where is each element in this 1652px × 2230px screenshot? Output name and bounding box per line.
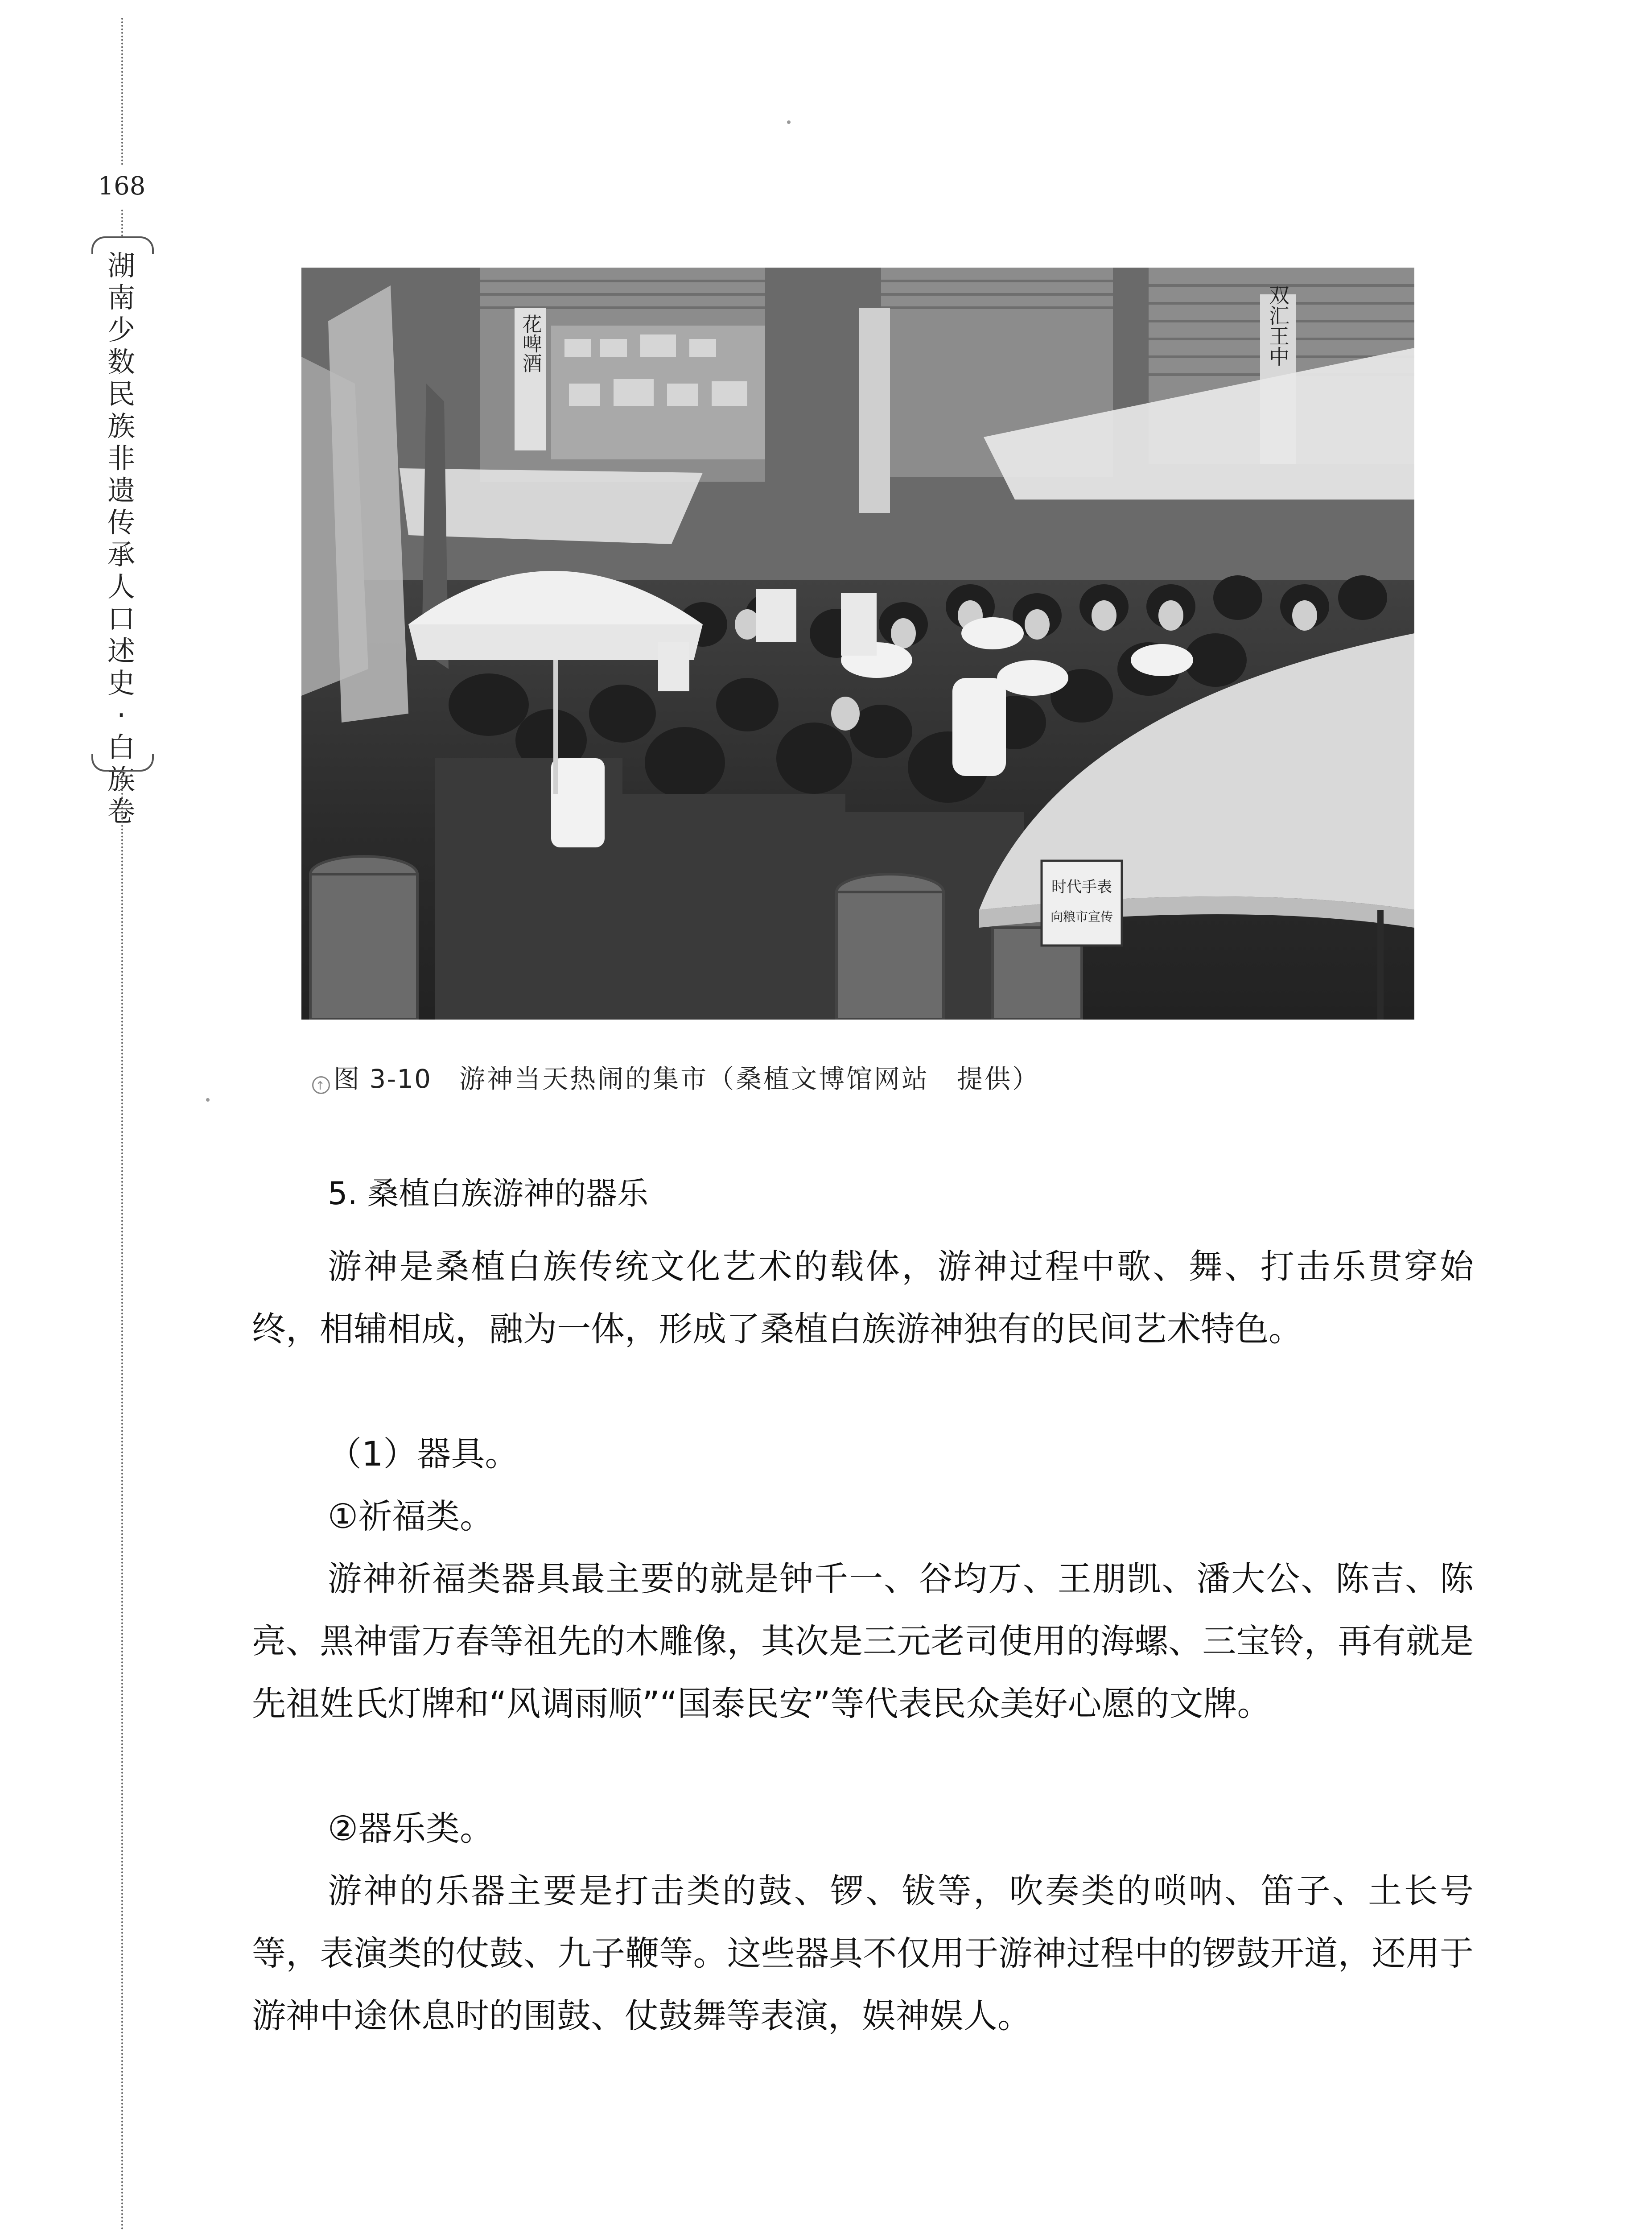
running-title-bracket-bottom: [91, 754, 154, 772]
figure-caption: [312, 1058, 1471, 1095]
figure-label: 图 3-10: [334, 1064, 432, 1094]
section-heading: 5. 桑植白族游神的器乐: [328, 1175, 649, 1212]
scan-speck: [787, 120, 791, 124]
paragraph-1: 游神是桑植白族传统文化艺术的载体，游神过程中歌、舞、打击乐贯穿始终，相辅相成，融为一体，形成了桑植白族游神独有的民间艺术特色。: [252, 1247, 1474, 1349]
paragraph-6: 游神的乐器主要是打击类的鼓、锣、钹等，吹奏类的唢呐、笛子、土长号等，表演类的仗鼓、九子鞭等。这些器具不仅用于游神过程中的锣鼓开道，还用于游神中途休息时的围鼓、仗鼓舞等表演，娱神娱人。: [252, 1871, 1474, 2036]
margin-dotted-rule-mid: [121, 210, 123, 236]
festival-market-photo: [301, 268, 1414, 1020]
scan-speck: [206, 1098, 210, 1102]
running-title: 湖南少数民族非遗传承人口述史·白族卷: [107, 249, 135, 828]
paragraph-5: ②器乐类。: [328, 1809, 494, 1848]
shop-sign-left: 花啤酒: [519, 314, 542, 373]
paragraph-4: 游神祈福类器具最主要的就是钟千一、谷均万、王朋凯、潘大公、陈吉、陈亮、黑神雷万春等祖先的木雕像，其次是三元老司使用的海螺、三宝铃，再有就是先祖姓氏灯牌和“风调雨顺”“国泰民安”等代表民众美好心愿的文牌。: [252, 1559, 1474, 1723]
shop-sign-right: 双汇王中: [1266, 285, 1290, 367]
margin-dotted-rule-bottom: [121, 772, 123, 2230]
paragraph-2: （1）器具。: [328, 1434, 519, 1474]
margin-dotted-rule-top: [121, 18, 123, 165]
page-number: 168: [98, 172, 146, 201]
umbrella-sign-line2: 向粮市宣传: [1050, 909, 1113, 924]
umbrella-sign-line1: 时代手表: [1051, 878, 1112, 896]
circle-page-icon: ↑: [312, 1076, 330, 1094]
paragraph-3: ①祈福类。: [328, 1496, 494, 1536]
figure-caption-text: 游神当天热闹的集市（桑植文博馆网站 提供）: [459, 1064, 1040, 1094]
